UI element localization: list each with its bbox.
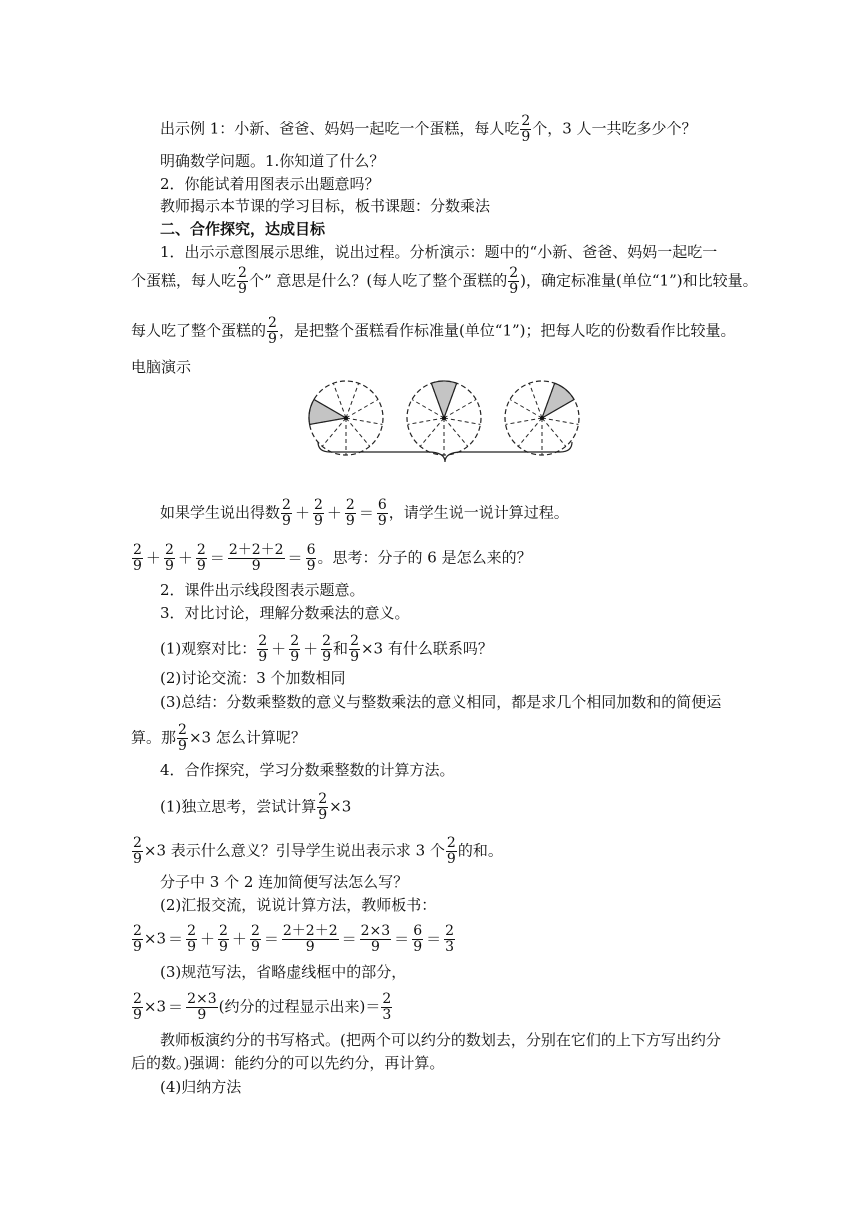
numerator-question: 分子中 3 个 2 连加简便写法怎么写？	[160, 873, 409, 891]
meaning-line: $\frac{2}{9}$ ×3 表示什么意义？引导学生说出表示求 3 个 $\frac{2}{9}$ 的和。	[133, 835, 503, 867]
report-line: (2)汇报交流，说说计算方法，教师板书：	[160, 896, 437, 914]
paragraph-4: 4．合作探究，学习分数乘整数的计算方法。	[160, 761, 455, 779]
center-dot	[540, 416, 544, 420]
reduced-equation: $\frac{2}{9}$ ×3 ＝ $\frac{2\times 3}{9}$ (约分的过程显示出来)＝ $\frac{2}{3}$	[133, 991, 392, 1023]
normalize-line: (3)规范写法，省略虚线框中的部分，	[160, 963, 407, 981]
computer-demo-label: 电脑演示	[131, 358, 192, 376]
fraction-2-9: $\frac{2}{9}$	[268, 315, 277, 347]
independent-think-line: (1)独立思考，尝试计算 $\frac{2}{9}$ ×3	[160, 791, 352, 823]
slice-divider	[506, 418, 542, 424]
slice-divider	[408, 418, 444, 424]
section-heading: 二、合作探究，达成目标	[160, 220, 326, 238]
slice-divider	[420, 418, 444, 446]
example-1-line	[160, 114, 697, 145]
induce-method: (4)归纳方法	[160, 1078, 242, 1096]
lesson-goal: 教师揭示本节课的学习目标，板书课题：分数乘法	[160, 197, 491, 215]
addition-equation-line: $\frac{2}{9}$ ＋ $\frac{2}{9}$ ＋ $\frac{2}{9}$ ＝ $\frac{2+2+2}{9}$ ＝ $\frac{6}{9}$ 。思考：分子的 6 是怎么来的？	[133, 542, 532, 574]
fraction-2-9: $\frac{2}{9}$	[238, 265, 247, 297]
slice-divider	[542, 418, 566, 446]
slice-divider	[444, 418, 468, 446]
paragraph-1-line-3: 每人吃了整个蛋糕的 $\frac{2}{9}$ ，是把整个蛋糕看作标准量(单位“1”)；把每人吃的份数看作比较量。	[131, 315, 736, 347]
question-1: 明确数学问题。1.你知道了什么？	[160, 152, 385, 170]
summary-line-2: 算。那 $\frac{2}{9}$ ×3 怎么计算呢？	[131, 722, 306, 754]
observe-line: (1)观察对比： $\frac{2}{9}$ ＋ $\frac{2}{9}$ ＋ $\frac{2}{9}$ 和 $\frac{2}{9}$ ×3 有什么联系吗？	[160, 633, 493, 665]
fraction-2-9: $\frac{2}{9}$	[521, 113, 531, 145]
slice-divider	[542, 418, 578, 424]
paragraph-1-line-2: 个蛋糕，每人吃 $\frac{2}{9}$ 个” 意思是什么？(每人吃了整个蛋糕的 $\frac{2}{9}$ )，确定标准量(单位“1”)和比较量。	[131, 265, 758, 297]
student-answer-line: 如果学生说出得数 $\frac{2}{9}$ ＋ $\frac{2}{9}$ ＋ $\frac{2}{9}$ ＝ $\frac{6}{9}$ ，请学生说一说计算过程。	[160, 497, 569, 529]
curly-brace	[318, 442, 572, 462]
example-1-text-a: 出示例 1：小新、爸爸、妈妈一起吃一个蛋糕，每人吃	[160, 119, 520, 138]
board-note-line-2: 后的数。)强调：能约分的可以先约分，再计算。	[131, 1054, 445, 1072]
slice-divider	[346, 400, 378, 419]
example-1-text-b: 个，3 人一共吃多少个？	[532, 119, 697, 138]
slice-divider	[510, 400, 542, 419]
slice-divider	[444, 418, 480, 424]
paragraph-3: 3．对比讨论，理解分数乘法的意义。	[160, 604, 410, 622]
paragraph-2: 2．课件出示线段图表示题意。	[160, 581, 365, 599]
cake-circle	[505, 381, 579, 455]
cake-circle	[309, 381, 383, 455]
slice-divider	[518, 418, 542, 446]
board-equation: $\frac{2}{9}$ ×3 ＝ $\frac{2}{9}$ ＋ $\frac{2}{9}$ ＋ $\frac{2}{9}$ ＝ $\frac{2+2+2}{9}$ ＝ $\frac{2\times 3}{9}$ ＝ $\frac{6}{9}$ ＝ $\frac{2}{3}$	[133, 923, 455, 955]
slice-divider	[346, 418, 382, 424]
shaded-slice	[542, 383, 574, 418]
paragraph-1-line-1: 1．出示示意图展示思维，说出过程。分析演示：题中的“小新、爸爸、妈妈一起吃一	[160, 243, 718, 261]
question-2: 2．你能试着用图表示出题意吗？	[160, 175, 380, 193]
slice-divider	[529, 383, 542, 418]
cake-circle	[407, 381, 481, 455]
center-dot	[344, 416, 348, 420]
cake-diagram	[300, 376, 590, 488]
fraction-2-9: $\frac{2}{9}$	[509, 265, 519, 297]
summary-line-1: (3)总结：分数乘整数的意义与整数乘法的意义相同，都是求几个相同加数和的简便运	[160, 693, 722, 711]
board-note-line-1: 教师板演约分的书写格式。(把两个可以约分的数划去，分别在它们的上下方写出约分	[160, 1031, 721, 1049]
center-dot	[442, 416, 446, 420]
slice-divider	[346, 418, 370, 446]
slice-divider	[322, 418, 346, 446]
discuss-line: (2)讨论交流：3 个加数相同	[160, 669, 346, 687]
slice-divider	[346, 383, 359, 418]
